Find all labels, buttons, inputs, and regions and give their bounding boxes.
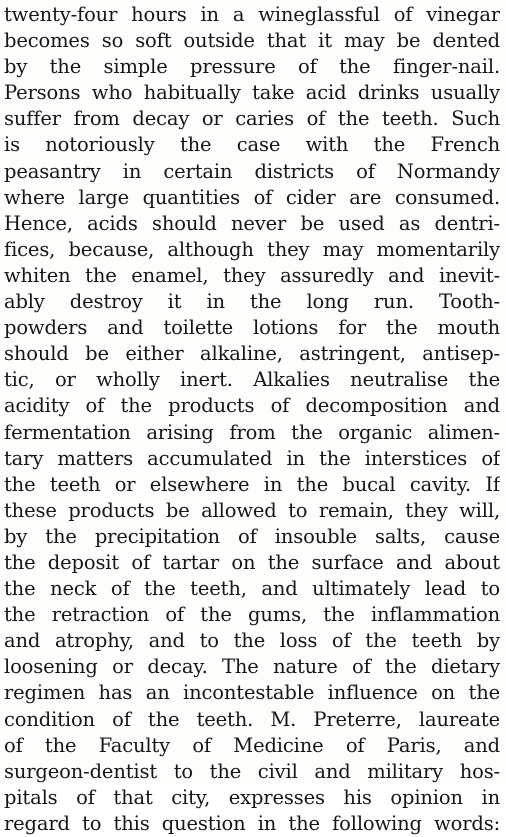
body-text	[4, 2, 500, 837]
text-line-2: becomes so soft outside that it may be dented	[4, 29, 500, 53]
text-line-14: should be either alkaline, astringent, antisep-	[4, 342, 500, 366]
text-line-10: fices, because, although they may momentarily	[4, 237, 500, 261]
text-line-18: tary matters accumulated in the interstices of	[4, 446, 500, 470]
text-line-15: tic, or wholly inert. Alkalies neutralise the	[4, 368, 500, 392]
text-line-9: Hence, acids should never be used as dentri-	[4, 211, 500, 235]
text-line-7: peasantry in certain districts of Normandy	[4, 159, 500, 183]
text-line-21: by the precipitation of insouble salts, cause	[4, 524, 500, 548]
text-line-26: loosening or decay. The nature of the dietary	[4, 655, 500, 679]
text-line-31: pitals of that city, expresses his opinion in	[4, 785, 500, 809]
text-line-4: Persons who habitually take acid drinks usually	[4, 81, 500, 105]
text-line-24: the retraction of the gums, the inflammation	[4, 603, 500, 627]
text-line-16: acidity of the products of decomposition and	[4, 394, 500, 418]
text-line-1: twenty-four hours in a wineglassful of vinegar	[4, 3, 500, 26]
text-line-29: of the Faculty of Medicine of Paris, and	[4, 733, 500, 757]
text-line-25: and atrophy, and to the loss of the teeth by	[4, 629, 500, 653]
text-line-6: is notoriously the case with the French	[4, 133, 500, 157]
text-line-11: whiten the enamel, they assuredly and inevit-	[4, 263, 500, 287]
text-line-23: the neck of the teeth, and ultimately lead to	[4, 577, 500, 601]
text-line-3: by the simple pressure of the finger-nail.	[4, 55, 500, 79]
text-line-12: ably destroy it in the long run. Tooth-	[4, 290, 500, 314]
text-line-20: these products be allowed to remain, they will,	[4, 498, 500, 522]
text-line-30: surgeon-dentist to the civil and military hos-	[4, 759, 500, 783]
text-line-8: where large quantities of cider are consumed.	[4, 185, 500, 209]
text-line-32: regard to this question in the following words:	[4, 811, 500, 835]
text-line-28: condition of the teeth. M. Preterre, laureate	[4, 707, 500, 731]
text-line-22: the deposit of tartar on the surface and about	[4, 550, 500, 574]
text-line-27: regimen has an incontestable influence on the	[4, 681, 500, 705]
text-line-13: powders and toilette lotions for the mouth	[4, 316, 500, 340]
text-line-5: suffer from decay or caries of the teeth. Such	[4, 107, 500, 131]
text-line-17: fermentation arising from the organic alimen-	[4, 420, 500, 444]
text-line-19: the teeth or elsewhere in the bucal cavity. If	[4, 472, 500, 496]
